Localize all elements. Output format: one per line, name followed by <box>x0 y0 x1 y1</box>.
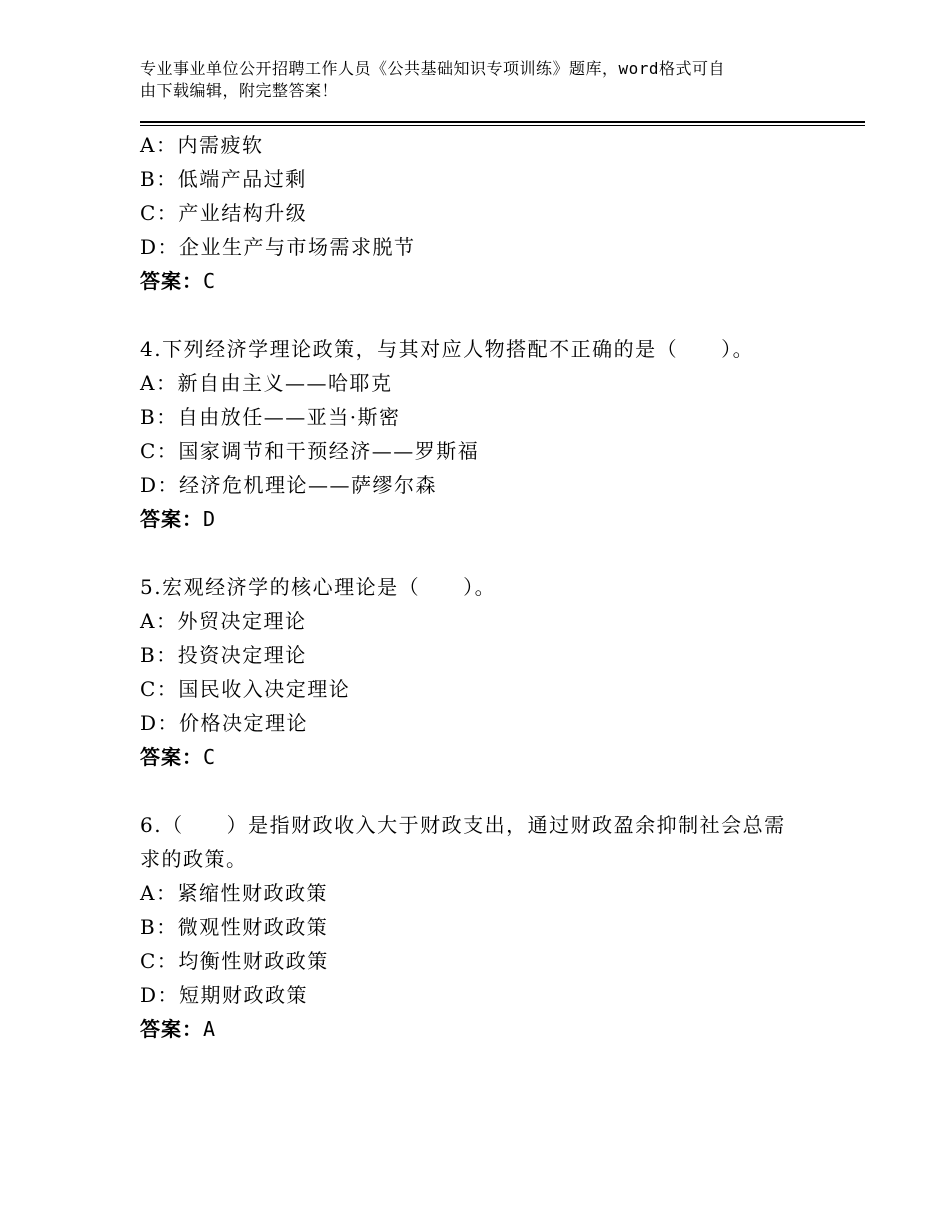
option-text: 短期财政政策 <box>179 983 309 1007</box>
option-a <box>140 876 840 910</box>
question-text-line-1: 6.（ ）是指财政收入大于财政支出，通过财政盈余抑制社会总需 <box>140 813 786 837</box>
option-text: 价格决定理论 <box>179 711 309 735</box>
header-line-2: 由下载编辑，附完整答案！ <box>140 81 339 100</box>
answer-value: D <box>203 507 217 531</box>
answer-value: C <box>203 745 217 769</box>
option-text: 低端产品过剩 <box>177 167 307 191</box>
option-letter: B： <box>140 167 178 191</box>
option-b <box>140 162 840 196</box>
question-block-5 <box>140 570 840 774</box>
option-text: 国家调节和干预经济——罗斯福 <box>178 439 480 463</box>
option-c <box>140 672 840 706</box>
header-rule-thick <box>140 121 865 123</box>
option-text: 企业生产与市场需求脱节 <box>179 235 416 259</box>
answer-value: C <box>203 269 217 293</box>
question-list <box>140 128 840 1046</box>
option-text: 产业结构升级 <box>178 201 308 225</box>
option-d <box>140 978 840 1012</box>
option-c <box>140 434 840 468</box>
answer-label: 答案： <box>140 269 203 293</box>
option-letter: D： <box>140 235 180 259</box>
spacer <box>140 298 840 332</box>
option-a <box>140 128 840 162</box>
option-a <box>140 604 840 638</box>
answer-line <box>140 740 840 774</box>
option-text: 经济危机理论——萨缪尔森 <box>179 473 438 497</box>
option-d <box>140 468 840 502</box>
question-text-line-2: 求的政策。 <box>140 847 248 871</box>
option-text: 微观性财政政策 <box>177 915 329 939</box>
option-b <box>140 910 840 944</box>
option-letter: C： <box>140 677 179 701</box>
option-c <box>140 196 840 230</box>
option-letter: D： <box>140 711 180 735</box>
answer-line <box>140 264 840 298</box>
option-c <box>140 944 840 978</box>
page-header <box>140 58 820 102</box>
option-letter: D： <box>140 983 180 1007</box>
question-text: 5.宏观经济学的核心理论是（ ）。 <box>140 575 497 599</box>
option-letter: A： <box>140 371 178 395</box>
option-letter: A： <box>140 881 178 905</box>
header-rule-thin <box>140 125 865 126</box>
answer-label: 答案： <box>140 507 203 531</box>
option-b <box>140 638 840 672</box>
option-letter: D： <box>140 473 180 497</box>
option-text: 外贸决定理论 <box>177 609 307 633</box>
question-block-6 <box>140 808 840 1046</box>
question-text: 4.下列经济学理论政策，与其对应人物搭配不正确的是（ ）。 <box>140 337 755 361</box>
spacer <box>140 774 840 808</box>
answer-label: 答案： <box>140 1017 203 1041</box>
option-b <box>140 400 840 434</box>
option-text: 内需疲软 <box>177 133 264 157</box>
option-d <box>140 230 840 264</box>
option-text: 自由放任——亚当·斯密 <box>177 405 401 429</box>
option-text: 新自由主义——哈耶克 <box>177 371 393 395</box>
option-text: 紧缩性财政政策 <box>177 881 328 905</box>
option-text: 均衡性财政政策 <box>178 949 329 973</box>
option-a <box>140 366 840 400</box>
option-letter: B： <box>140 643 178 667</box>
option-letter: A： <box>140 609 178 633</box>
option-letter: C： <box>140 201 179 225</box>
option-letter: A： <box>140 133 178 157</box>
answer-line <box>140 1012 840 1046</box>
question-block-4 <box>140 332 840 536</box>
option-text: 国民收入决定理论 <box>178 677 351 701</box>
option-text: 投资决定理论 <box>177 643 307 667</box>
question-block-partial <box>140 128 840 298</box>
option-letter: C： <box>140 439 179 463</box>
answer-line <box>140 502 840 536</box>
answer-value: A <box>203 1017 217 1041</box>
option-d <box>140 706 840 740</box>
spacer <box>140 536 840 570</box>
header-line-1: 专业事业单位公开招聘工作人员《公共基础知识专项训练》题库，word格式可自 <box>140 59 726 78</box>
answer-label: 答案： <box>140 745 203 769</box>
option-letter: B： <box>140 405 178 429</box>
option-letter: B： <box>140 915 178 939</box>
option-letter: C： <box>140 949 179 973</box>
